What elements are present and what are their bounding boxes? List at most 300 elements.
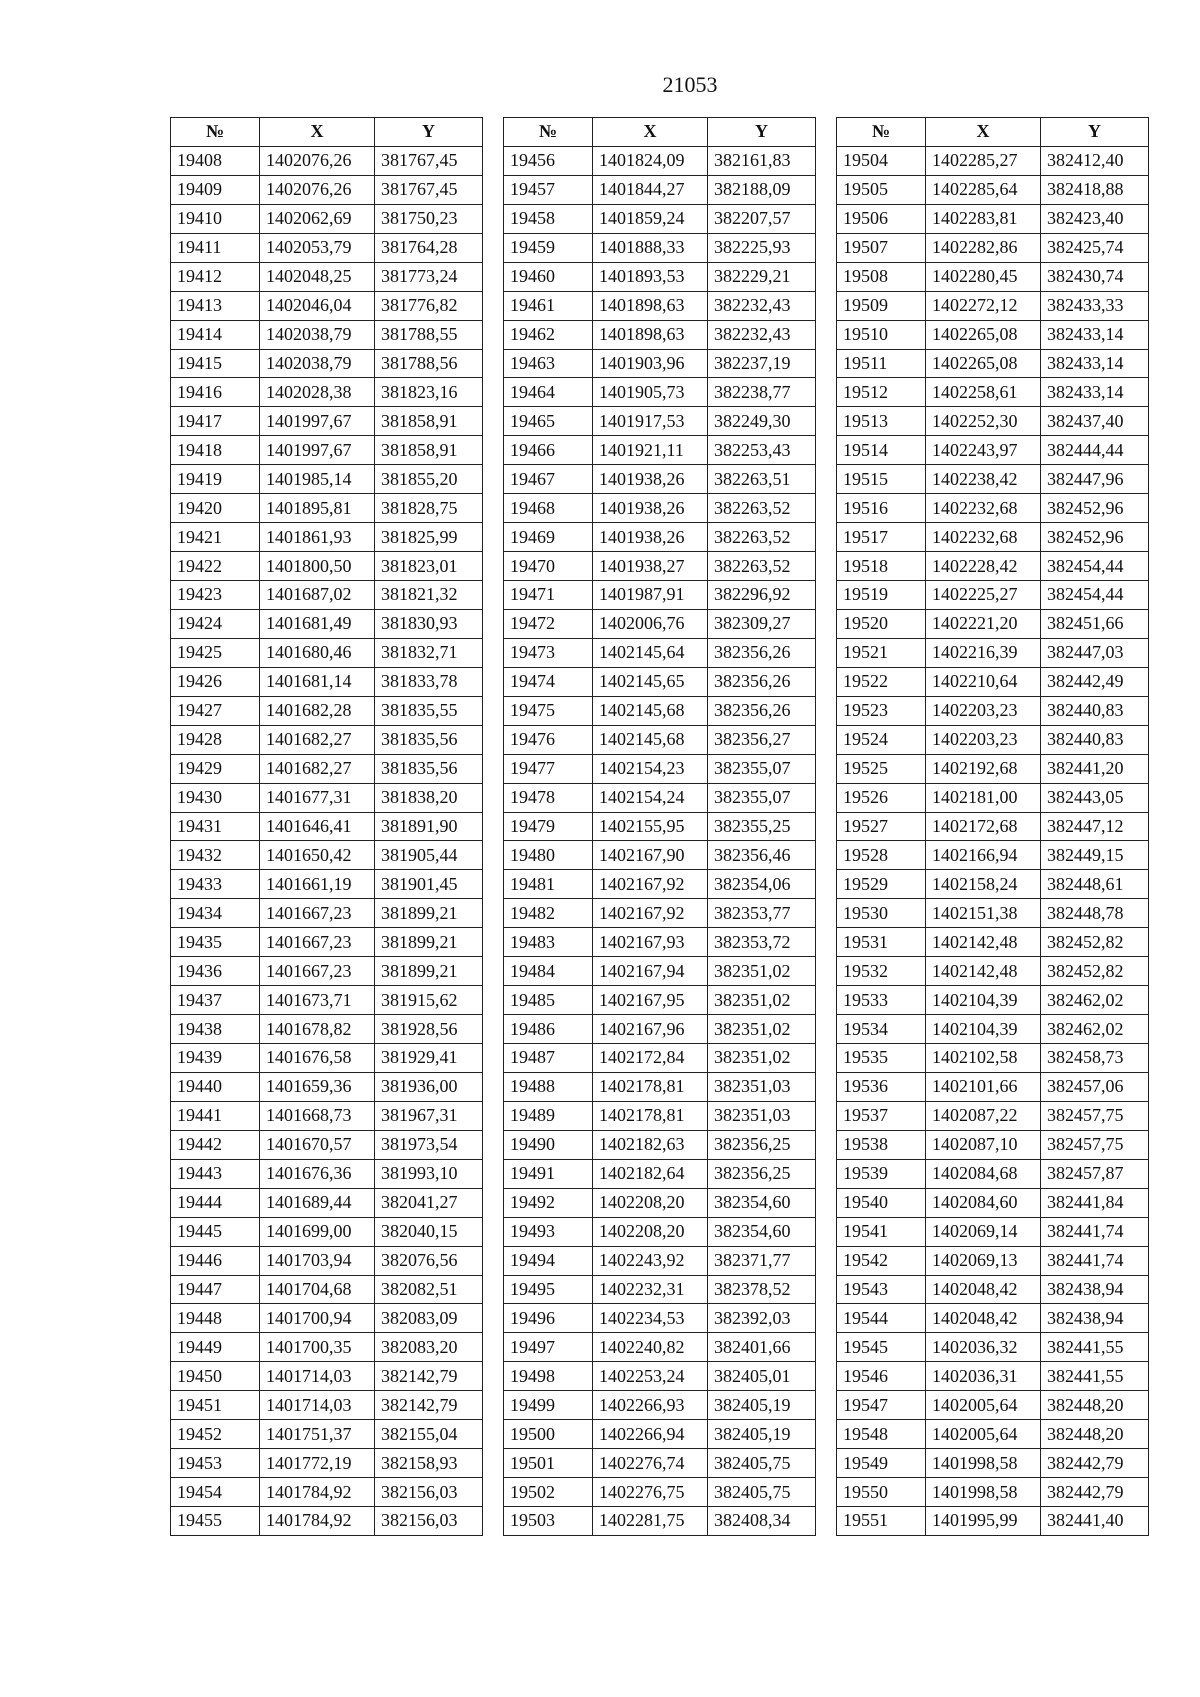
table-row [837, 1478, 1149, 1507]
cell-no: 19499 [504, 1391, 593, 1420]
cell-no: 19502 [504, 1478, 593, 1507]
table-row [837, 1449, 1149, 1478]
cell-y: 382249,30 [708, 407, 816, 436]
cell-no: 19488 [504, 1072, 593, 1101]
cell-y: 382238,77 [708, 378, 816, 407]
cell-no: 19527 [837, 812, 926, 841]
cell-y: 382438,94 [1041, 1275, 1149, 1304]
table-row [504, 783, 816, 812]
cell-x: 1401704,68 [260, 1275, 375, 1304]
cell-x: 1402253,24 [593, 1362, 708, 1391]
cell-x: 1401703,94 [260, 1246, 375, 1275]
cell-y: 382448,61 [1041, 870, 1149, 899]
cell-x: 1402145,64 [593, 638, 708, 667]
cell-x: 1401997,67 [260, 436, 375, 465]
table-row [837, 523, 1149, 552]
cell-x: 1402062,69 [260, 204, 375, 233]
cell-y: 382457,06 [1041, 1072, 1149, 1101]
table-row [171, 986, 483, 1015]
table-row [504, 1130, 816, 1159]
table-row [171, 349, 483, 378]
header-x: X [260, 118, 375, 147]
cell-x: 1402087,10 [926, 1130, 1041, 1159]
cell-x: 1401905,73 [593, 378, 708, 407]
cell-x: 1402228,42 [926, 552, 1041, 581]
table-row [504, 1333, 816, 1362]
cell-x: 1402276,74 [593, 1449, 708, 1478]
cell-y: 382351,03 [708, 1072, 816, 1101]
cell-y: 381967,31 [375, 1101, 483, 1130]
cell-no: 19515 [837, 465, 926, 494]
cell-y: 381835,56 [375, 725, 483, 754]
table-row [504, 1449, 816, 1478]
cell-no: 19501 [504, 1449, 593, 1478]
cell-x: 1402182,63 [593, 1130, 708, 1159]
cell-y: 382447,12 [1041, 812, 1149, 841]
cell-no: 19540 [837, 1188, 926, 1217]
table-row [837, 899, 1149, 928]
table-row [504, 1304, 816, 1333]
cell-y: 382405,75 [708, 1478, 816, 1507]
cell-no: 19538 [837, 1130, 926, 1159]
cell-x: 1402154,23 [593, 754, 708, 783]
page-number: 21053 [662, 72, 718, 97]
table-row [171, 1478, 483, 1507]
cell-x: 1402281,75 [593, 1507, 708, 1536]
cell-x: 1401670,57 [260, 1130, 375, 1159]
cell-y: 382232,43 [708, 291, 816, 320]
table-row [837, 1333, 1149, 1362]
cell-x: 1402155,95 [593, 812, 708, 841]
cell-x: 1401898,63 [593, 320, 708, 349]
cell-no: 19412 [171, 262, 260, 291]
header-no: № [504, 118, 593, 147]
cell-no: 19550 [837, 1478, 926, 1507]
cell-y: 382441,55 [1041, 1333, 1149, 1362]
coordinate-table-2 [503, 117, 816, 1536]
cell-no: 19470 [504, 552, 593, 581]
cell-no: 19445 [171, 1217, 260, 1246]
cell-no: 19480 [504, 841, 593, 870]
table-row [171, 870, 483, 899]
cell-x: 1402265,08 [926, 349, 1041, 378]
cell-no: 19495 [504, 1275, 593, 1304]
cell-x: 1401699,00 [260, 1217, 375, 1246]
cell-x: 1401689,44 [260, 1188, 375, 1217]
table-row [504, 957, 816, 986]
cell-x: 1402167,95 [593, 986, 708, 1015]
cell-no: 19528 [837, 841, 926, 870]
cell-no: 19486 [504, 1015, 593, 1044]
cell-x: 1402266,93 [593, 1391, 708, 1420]
cell-y: 382083,09 [375, 1304, 483, 1333]
table-row [837, 754, 1149, 783]
table-row [504, 1391, 816, 1420]
cell-y: 382356,27 [708, 725, 816, 754]
cell-x: 1402166,94 [926, 841, 1041, 870]
cell-no: 19432 [171, 841, 260, 870]
table-row [504, 1044, 816, 1073]
cell-x: 1401673,71 [260, 986, 375, 1015]
cell-no: 19483 [504, 928, 593, 957]
cell-no: 19451 [171, 1391, 260, 1420]
cell-no: 19507 [837, 233, 926, 262]
cell-y: 381838,20 [375, 783, 483, 812]
table-row [837, 986, 1149, 1015]
cell-y: 382405,01 [708, 1362, 816, 1391]
cell-x: 1401751,37 [260, 1420, 375, 1449]
cell-y: 382356,46 [708, 841, 816, 870]
cell-x: 1401676,36 [260, 1159, 375, 1188]
cell-x: 1402084,60 [926, 1188, 1041, 1217]
cell-x: 1401677,31 [260, 783, 375, 812]
cell-no: 19536 [837, 1072, 926, 1101]
cell-no: 19478 [504, 783, 593, 812]
table-row [837, 1391, 1149, 1420]
cell-y: 382142,79 [375, 1391, 483, 1420]
cell-no: 19429 [171, 754, 260, 783]
cell-y: 381823,01 [375, 552, 483, 581]
cell-y: 382441,55 [1041, 1362, 1149, 1391]
cell-y: 382232,43 [708, 320, 816, 349]
table-row [837, 1275, 1149, 1304]
cell-y: 382158,93 [375, 1449, 483, 1478]
table-row [171, 1159, 483, 1188]
cell-no: 19428 [171, 725, 260, 754]
table-row [171, 1362, 483, 1391]
cell-x: 1402076,26 [260, 175, 375, 204]
cell-no: 19463 [504, 349, 593, 378]
cell-x: 1402182,64 [593, 1159, 708, 1188]
cell-no: 19514 [837, 436, 926, 465]
cell-no: 19441 [171, 1101, 260, 1130]
cell-no: 19430 [171, 783, 260, 812]
cell-no: 19484 [504, 957, 593, 986]
cell-x: 1402069,13 [926, 1246, 1041, 1275]
cell-no: 19539 [837, 1159, 926, 1188]
cell-y: 382457,75 [1041, 1101, 1149, 1130]
cell-x: 1401676,58 [260, 1044, 375, 1073]
table-row [171, 436, 483, 465]
cell-y: 382423,40 [1041, 204, 1149, 233]
cell-y: 382430,74 [1041, 262, 1149, 291]
cell-no: 19546 [837, 1362, 926, 1391]
table-row [837, 204, 1149, 233]
cell-x: 1401667,23 [260, 928, 375, 957]
cell-no: 19474 [504, 667, 593, 696]
table-row [504, 1507, 816, 1536]
cell-x: 1401861,93 [260, 523, 375, 552]
cell-x: 1401895,81 [260, 494, 375, 523]
cell-y: 382457,75 [1041, 1130, 1149, 1159]
table-row [171, 957, 483, 986]
table-row [504, 552, 816, 581]
table-row [837, 436, 1149, 465]
cell-no: 19435 [171, 928, 260, 957]
cell-no: 19452 [171, 1420, 260, 1449]
cell-x: 1401700,94 [260, 1304, 375, 1333]
table-row [171, 523, 483, 552]
cell-y: 381832,71 [375, 638, 483, 667]
table-row [504, 204, 816, 233]
cell-no: 19487 [504, 1044, 593, 1073]
cell-y: 381915,62 [375, 986, 483, 1015]
cell-x: 1402006,76 [593, 609, 708, 638]
table-row [171, 378, 483, 407]
cell-x: 1402265,08 [926, 320, 1041, 349]
cell-y: 382441,74 [1041, 1217, 1149, 1246]
cell-x: 1401998,58 [926, 1478, 1041, 1507]
cell-no: 19443 [171, 1159, 260, 1188]
cell-x: 1401667,23 [260, 957, 375, 986]
cell-no: 19497 [504, 1333, 593, 1362]
table-row [504, 349, 816, 378]
cell-y: 382408,34 [708, 1507, 816, 1536]
cell-no: 19427 [171, 696, 260, 725]
cell-no: 19409 [171, 175, 260, 204]
table-row [504, 436, 816, 465]
cell-y: 381973,54 [375, 1130, 483, 1159]
cell-x: 1401888,33 [593, 233, 708, 262]
cell-no: 19496 [504, 1304, 593, 1333]
table-row [171, 1507, 483, 1536]
cell-no: 19468 [504, 494, 593, 523]
cell-no: 19413 [171, 291, 260, 320]
cell-y: 381773,24 [375, 262, 483, 291]
cell-y: 381858,91 [375, 436, 483, 465]
cell-y: 381823,16 [375, 378, 483, 407]
table-row [171, 1015, 483, 1044]
table-row [837, 262, 1149, 291]
cell-y: 382462,02 [1041, 1015, 1149, 1044]
table-row [171, 1275, 483, 1304]
cell-x: 1402167,93 [593, 928, 708, 957]
cell-x: 1402232,68 [926, 523, 1041, 552]
cell-x: 1402203,23 [926, 725, 1041, 754]
cell-y: 381828,75 [375, 494, 483, 523]
cell-no: 19485 [504, 986, 593, 1015]
cell-x: 1401681,14 [260, 667, 375, 696]
table-row [837, 783, 1149, 812]
cell-y: 382155,04 [375, 1420, 483, 1449]
cell-x: 1401714,03 [260, 1391, 375, 1420]
cell-no: 19505 [837, 175, 926, 204]
table-row [504, 465, 816, 494]
header-x: X [926, 118, 1041, 147]
cell-x: 1401917,53 [593, 407, 708, 436]
cell-no: 19436 [171, 957, 260, 986]
cell-y: 382462,02 [1041, 986, 1149, 1015]
cell-no: 19459 [504, 233, 593, 262]
cell-no: 19498 [504, 1362, 593, 1391]
cell-no: 19434 [171, 899, 260, 928]
cell-x: 1401844,27 [593, 175, 708, 204]
cell-no: 19447 [171, 1275, 260, 1304]
cell-y: 382263,52 [708, 494, 816, 523]
cell-y: 382457,87 [1041, 1159, 1149, 1188]
cell-no: 19431 [171, 812, 260, 841]
table-row [504, 494, 816, 523]
cell-no: 19541 [837, 1217, 926, 1246]
table-row [171, 928, 483, 957]
cell-y: 382356,26 [708, 696, 816, 725]
cell-y: 382355,07 [708, 783, 816, 812]
cell-no: 19471 [504, 581, 593, 610]
table-row [171, 581, 483, 610]
cell-x: 1402243,97 [926, 436, 1041, 465]
cell-x: 1402167,94 [593, 957, 708, 986]
cell-no: 19417 [171, 407, 260, 436]
cell-y: 382437,40 [1041, 407, 1149, 436]
table-row [171, 899, 483, 928]
cell-x: 1401687,02 [260, 581, 375, 610]
cell-y: 382225,93 [708, 233, 816, 262]
cell-x: 1401772,19 [260, 1449, 375, 1478]
table-row [504, 1246, 816, 1275]
cell-x: 1401680,46 [260, 638, 375, 667]
table-row [837, 1130, 1149, 1159]
cell-no: 19517 [837, 523, 926, 552]
table-row [837, 465, 1149, 494]
table-row [171, 262, 483, 291]
cell-x: 1401938,27 [593, 552, 708, 581]
table-row [171, 696, 483, 725]
cell-x: 1401859,24 [593, 204, 708, 233]
cell-x: 1401682,28 [260, 696, 375, 725]
table-row [504, 841, 816, 870]
cell-x: 1402266,94 [593, 1420, 708, 1449]
table-row [837, 1015, 1149, 1044]
cell-x: 1402178,81 [593, 1072, 708, 1101]
cell-no: 19461 [504, 291, 593, 320]
cell-no: 19462 [504, 320, 593, 349]
cell-y: 382263,52 [708, 523, 816, 552]
cell-y: 381899,21 [375, 899, 483, 928]
cell-x: 1402210,64 [926, 667, 1041, 696]
table-row [171, 1304, 483, 1333]
cell-no: 19489 [504, 1101, 593, 1130]
table-row [837, 696, 1149, 725]
table-row [504, 812, 816, 841]
cell-y: 382454,44 [1041, 552, 1149, 581]
cell-x: 1402280,45 [926, 262, 1041, 291]
cell-no: 19549 [837, 1449, 926, 1478]
table-row [171, 494, 483, 523]
cell-x: 1402084,68 [926, 1159, 1041, 1188]
cell-x: 1402036,31 [926, 1362, 1041, 1391]
cell-x: 1402181,00 [926, 783, 1041, 812]
cell-no: 19472 [504, 609, 593, 638]
cell-no: 19440 [171, 1072, 260, 1101]
cell-no: 19492 [504, 1188, 593, 1217]
table-row [171, 1101, 483, 1130]
cell-x: 1402285,64 [926, 175, 1041, 204]
cell-x: 1402101,66 [926, 1072, 1041, 1101]
table-row [504, 146, 816, 175]
cell-x: 1402272,12 [926, 291, 1041, 320]
cell-y: 382356,26 [708, 638, 816, 667]
cell-y: 382351,02 [708, 986, 816, 1015]
table-row [171, 175, 483, 204]
table-row [837, 146, 1149, 175]
cell-x: 1402258,61 [926, 378, 1041, 407]
cell-x: 1401997,67 [260, 407, 375, 436]
cell-x: 1401784,92 [260, 1507, 375, 1536]
table-row [504, 407, 816, 436]
cell-y: 382351,02 [708, 1015, 816, 1044]
cell-x: 1402158,24 [926, 870, 1041, 899]
cell-x: 1402038,79 [260, 349, 375, 378]
table-row [837, 1101, 1149, 1130]
cell-no: 19415 [171, 349, 260, 378]
table-row [504, 638, 816, 667]
cell-y: 382440,83 [1041, 725, 1149, 754]
cell-no: 19534 [837, 1015, 926, 1044]
table-row [504, 667, 816, 696]
cell-y: 381835,55 [375, 696, 483, 725]
cell-x: 1401824,09 [593, 146, 708, 175]
cell-no: 19482 [504, 899, 593, 928]
cell-no: 19422 [171, 552, 260, 581]
cell-no: 19500 [504, 1420, 593, 1449]
cell-x: 1401681,49 [260, 609, 375, 638]
cell-y: 382441,74 [1041, 1246, 1149, 1275]
table-row [171, 1188, 483, 1217]
table-row [837, 320, 1149, 349]
table-row [504, 1217, 816, 1246]
cell-y: 382229,21 [708, 262, 816, 291]
cell-y: 382263,52 [708, 552, 816, 581]
cell-y: 382442,79 [1041, 1449, 1149, 1478]
cell-no: 19439 [171, 1044, 260, 1073]
cell-x: 1402172,68 [926, 812, 1041, 841]
cell-x: 1402048,42 [926, 1275, 1041, 1304]
cell-x: 1402232,31 [593, 1275, 708, 1304]
header-y: Y [375, 118, 483, 147]
table-row [837, 494, 1149, 523]
cell-x: 1402036,32 [926, 1333, 1041, 1362]
cell-y: 382442,79 [1041, 1478, 1149, 1507]
cell-x: 1401682,27 [260, 754, 375, 783]
cell-no: 19416 [171, 378, 260, 407]
cell-x: 1401646,41 [260, 812, 375, 841]
cell-y: 381825,99 [375, 523, 483, 552]
table-row [837, 581, 1149, 610]
cell-no: 19411 [171, 233, 260, 262]
cell-no: 19508 [837, 262, 926, 291]
cell-x: 1401903,96 [593, 349, 708, 378]
table-row [504, 609, 816, 638]
cell-no: 19551 [837, 1507, 926, 1536]
cell-x: 1402243,92 [593, 1246, 708, 1275]
cell-y: 382405,19 [708, 1391, 816, 1420]
table-row [837, 1159, 1149, 1188]
cell-no: 19458 [504, 204, 593, 233]
cell-y: 382083,20 [375, 1333, 483, 1362]
cell-x: 1401938,26 [593, 523, 708, 552]
cell-no: 19512 [837, 378, 926, 407]
cell-no: 19545 [837, 1333, 926, 1362]
table-row [504, 378, 816, 407]
cell-no: 19444 [171, 1188, 260, 1217]
cell-no: 19481 [504, 870, 593, 899]
cell-x: 1402167,90 [593, 841, 708, 870]
cell-y: 382351,02 [708, 1044, 816, 1073]
cell-no: 19518 [837, 552, 926, 581]
table-row [837, 812, 1149, 841]
table-row [504, 1420, 816, 1449]
cell-no: 19510 [837, 320, 926, 349]
